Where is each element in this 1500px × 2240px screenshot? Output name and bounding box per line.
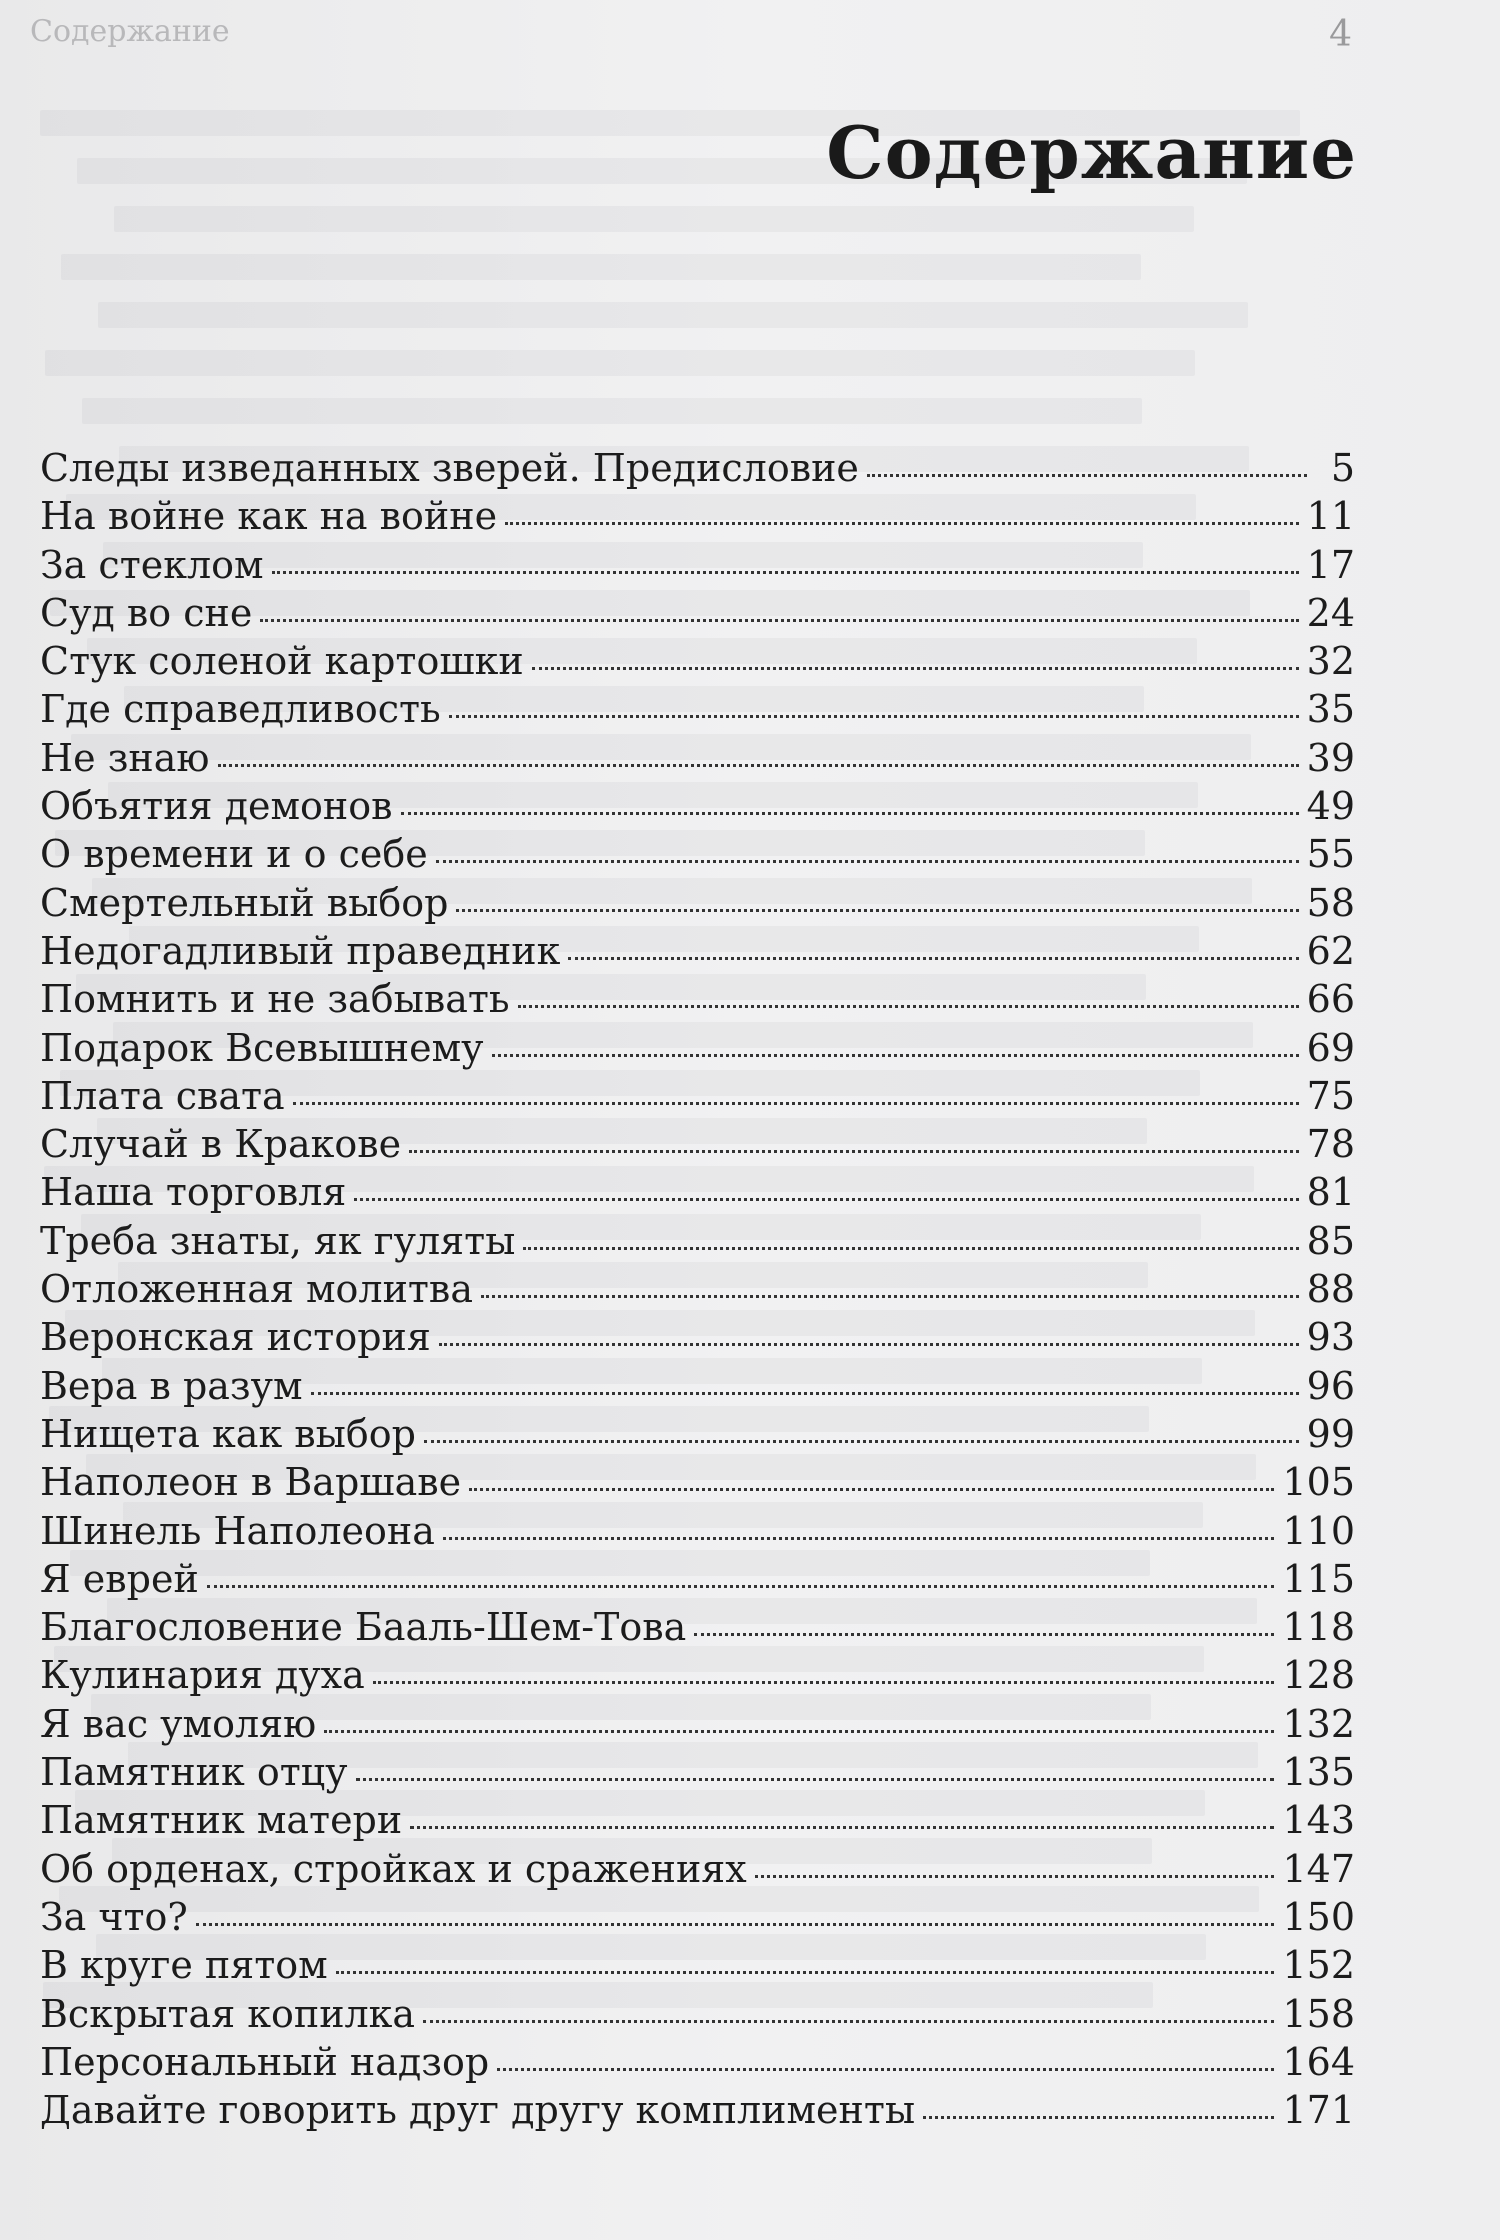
toc-entry xyxy=(40,1410,1355,1458)
toc-entry xyxy=(40,782,1355,830)
toc-entry-page: 164 xyxy=(1282,2039,1355,2084)
toc-entry xyxy=(40,1313,1355,1361)
toc-leader-dots xyxy=(324,1730,1274,1733)
toc-entry-page: 171 xyxy=(1282,2088,1355,2133)
toc-leader-dots xyxy=(207,1585,1275,1588)
toc-entry xyxy=(40,541,1355,589)
toc-entry-title: Подарок Всевышнему xyxy=(40,1025,484,1070)
toc-leader-dots xyxy=(443,1537,1275,1540)
toc-leader-dots xyxy=(492,1054,1299,1057)
toc-entry-page: 118 xyxy=(1282,1605,1355,1650)
toc-leader-dots xyxy=(518,1005,1299,1008)
toc-entry xyxy=(40,975,1355,1023)
toc-entry-page: 17 xyxy=(1306,542,1355,587)
page-number: 4 xyxy=(1329,14,1352,55)
toc-entry-page: 62 xyxy=(1306,928,1355,973)
toc-entry-title: Не знаю xyxy=(40,735,210,780)
toc-entry-page: 5 xyxy=(1330,446,1355,490)
toc-entry xyxy=(40,1651,1355,1699)
toc-entry-page: 69 xyxy=(1306,1025,1355,1070)
toc-entry-title: Памятник матери xyxy=(40,1798,403,1843)
toc-leader-dots xyxy=(436,860,1299,863)
toc-entry xyxy=(40,1941,1355,1989)
toc-entry xyxy=(40,1748,1355,1796)
toc-entry xyxy=(40,1796,1355,1844)
toc-entry-page: 66 xyxy=(1306,977,1355,1022)
toc-entry xyxy=(40,1507,1355,1555)
toc-entry-title: Шинель Наполеона xyxy=(40,1508,435,1553)
toc-entry-page: 99 xyxy=(1306,1411,1355,1456)
running-header: Содержание xyxy=(30,14,230,49)
toc-leader-dots xyxy=(755,1875,1275,1878)
toc-entry-page: 81 xyxy=(1306,1170,1355,1215)
toc-entry-page: 143 xyxy=(1282,1798,1355,1843)
toc-leader-dots xyxy=(410,1826,1274,1829)
bleed-line xyxy=(82,398,1142,424)
toc-entry xyxy=(40,1555,1355,1603)
toc-entry-title: Наполеон в Варшаве xyxy=(40,1460,462,1505)
toc-entry xyxy=(40,1120,1355,1168)
toc-entry-title: Я еврей xyxy=(40,1556,199,1601)
toc-entry-page: 110 xyxy=(1282,1508,1355,1553)
toc-entry-page: 11 xyxy=(1306,494,1355,539)
toc-entry-page: 75 xyxy=(1306,1073,1355,1118)
toc-leader-dots xyxy=(373,1681,1275,1684)
toc-entry xyxy=(40,1217,1355,1265)
toc-entry-title: Где справедливость xyxy=(40,687,441,732)
toc-entry-page: 58 xyxy=(1306,880,1355,925)
toc-entry-title: За стеклом xyxy=(40,542,264,587)
toc-entry-title: Вскрытая копилка xyxy=(40,1991,416,2036)
toc-entry xyxy=(40,1072,1355,1120)
toc-entry-page: 49 xyxy=(1306,784,1355,829)
toc-leader-dots xyxy=(456,909,1298,912)
toc-leader-dots xyxy=(409,1150,1299,1153)
toc-entry-title: Случай в Кракове xyxy=(40,1122,402,1167)
toc-entry-title: Следы изведанных зверей. Предисловие xyxy=(40,446,859,490)
toc-entry xyxy=(40,1603,1355,1651)
toc-leader-dots xyxy=(439,1343,1299,1346)
toc-entry-page: 152 xyxy=(1282,1943,1355,1988)
toc-leader-dots xyxy=(568,957,1298,960)
toc-entry-page: 35 xyxy=(1306,687,1355,732)
toc-entry-title: Веронская история xyxy=(40,1315,431,1360)
toc-entry xyxy=(40,927,1355,975)
bleed-line xyxy=(45,350,1195,376)
bleed-line xyxy=(61,254,1141,280)
toc-leader-dots xyxy=(497,2068,1274,2071)
toc-entry-page: 158 xyxy=(1282,1991,1355,2036)
toc-leader-dots xyxy=(424,1440,1299,1443)
toc-entry xyxy=(40,589,1355,637)
toc-entry-title: Давайте говорить друг другу комплименты xyxy=(40,2088,916,2133)
toc-entry xyxy=(40,1168,1355,1216)
toc-leader-dots xyxy=(449,715,1299,718)
toc-entry-page: 88 xyxy=(1306,1267,1355,1312)
toc-entry-title: За что? xyxy=(40,1894,188,1939)
toc-entry-title: Треба знаты, як гуляты xyxy=(40,1218,516,1263)
toc-entry xyxy=(40,444,1355,492)
toc-leader-dots xyxy=(272,571,1299,574)
toc-leader-dots xyxy=(694,1633,1274,1636)
toc-entry-page: 78 xyxy=(1306,1122,1355,1167)
toc-entry-page: 105 xyxy=(1282,1460,1355,1505)
toc-entry-title: Недогадливый праведник xyxy=(40,928,561,973)
toc-entry xyxy=(40,2038,1355,2086)
toc-leader-dots xyxy=(532,667,1299,670)
toc-leader-dots xyxy=(523,1247,1298,1250)
toc-entry-title: В круге пятом xyxy=(40,1943,328,1988)
toc-entry-page: 96 xyxy=(1306,1363,1355,1408)
toc-entry-title: Стук соленой картошки xyxy=(40,639,524,684)
toc-entry-page: 115 xyxy=(1282,1556,1355,1601)
page-title: Содержание xyxy=(826,110,1357,195)
toc-entry-title: Кулинария духа xyxy=(40,1653,365,1698)
toc-entry-title: Суд во сне xyxy=(40,590,253,635)
toc-entry xyxy=(40,1893,1355,1941)
toc-leader-dots xyxy=(293,1102,1299,1105)
toc-leader-dots xyxy=(311,1392,1299,1395)
toc-entry xyxy=(40,637,1355,685)
toc-entry-page: 55 xyxy=(1306,832,1355,877)
toc-entry-page: 150 xyxy=(1282,1894,1355,1939)
toc-leader-dots xyxy=(867,474,1307,477)
toc-leader-dots xyxy=(923,2116,1274,2119)
toc-leader-dots xyxy=(356,1778,1275,1781)
toc-leader-dots xyxy=(354,1198,1298,1201)
toc-entry-title: Вера в разум xyxy=(40,1363,303,1408)
toc-entry xyxy=(40,492,1355,540)
toc-leader-dots xyxy=(218,764,1299,767)
toc-entry-title: Памятник отцу xyxy=(40,1750,348,1795)
toc-entry-page: 128 xyxy=(1282,1653,1355,1698)
toc-leader-dots xyxy=(481,1295,1299,1298)
toc-entry-title: Наша торговля xyxy=(40,1170,347,1215)
toc-entry xyxy=(40,1845,1355,1893)
toc-entry xyxy=(40,1458,1355,1506)
toc-entry-page: 93 xyxy=(1306,1315,1355,1360)
toc-entry-title: Смертельный выбор xyxy=(40,880,449,925)
bleed-line xyxy=(114,206,1194,232)
toc-entry-title: О времени и о себе xyxy=(40,832,428,877)
toc-leader-dots xyxy=(196,1923,1275,1926)
toc-entry-title: Благословение Бааль-Шем-Това xyxy=(40,1605,687,1650)
toc-leader-dots xyxy=(260,619,1298,622)
toc-entry xyxy=(40,1024,1355,1072)
toc-entry xyxy=(40,879,1355,927)
toc-entry xyxy=(40,1362,1355,1410)
toc-entry xyxy=(40,2086,1355,2134)
toc-entry-title: Плата свата xyxy=(40,1073,285,1118)
toc-entry xyxy=(40,1990,1355,2038)
toc-entry-title: Я вас умоляю xyxy=(40,1701,317,1746)
toc-entry-title: Объятия демонов xyxy=(40,784,393,829)
toc-leader-dots xyxy=(505,522,1299,525)
toc-entry-title: Об орденах, стройках и сражениях xyxy=(40,1846,747,1891)
toc-entry-page: 85 xyxy=(1306,1218,1355,1263)
toc-entry xyxy=(40,734,1355,782)
toc-leader-dots xyxy=(401,812,1299,815)
toc-leader-dots xyxy=(336,1971,1275,1974)
toc-entry xyxy=(40,1265,1355,1313)
toc-entry-page: 135 xyxy=(1282,1750,1355,1795)
toc-entry-page: 147 xyxy=(1282,1846,1355,1891)
toc-entry xyxy=(40,830,1355,878)
toc-entry-title: Нищета как выбор xyxy=(40,1411,416,1456)
toc-leader-dots xyxy=(469,1488,1274,1491)
toc-entry-title: Персональный надзор xyxy=(40,2039,490,2084)
toc-entry-page: 24 xyxy=(1306,590,1355,635)
toc-leader-dots xyxy=(423,2020,1274,2023)
toc-entry-title: На войне как на войне xyxy=(40,494,498,539)
toc-entry-page: 39 xyxy=(1306,735,1355,780)
toc-entry-page: 32 xyxy=(1306,639,1355,684)
toc-entry-title: Помнить и не забывать xyxy=(40,977,510,1022)
bleed-line xyxy=(98,302,1248,328)
toc-entry xyxy=(40,1700,1355,1748)
toc-entry xyxy=(40,685,1355,733)
toc-entry-title: Отложенная молитва xyxy=(40,1267,473,1312)
table-of-contents xyxy=(40,444,1355,2134)
toc-entry-page: 132 xyxy=(1282,1701,1355,1746)
